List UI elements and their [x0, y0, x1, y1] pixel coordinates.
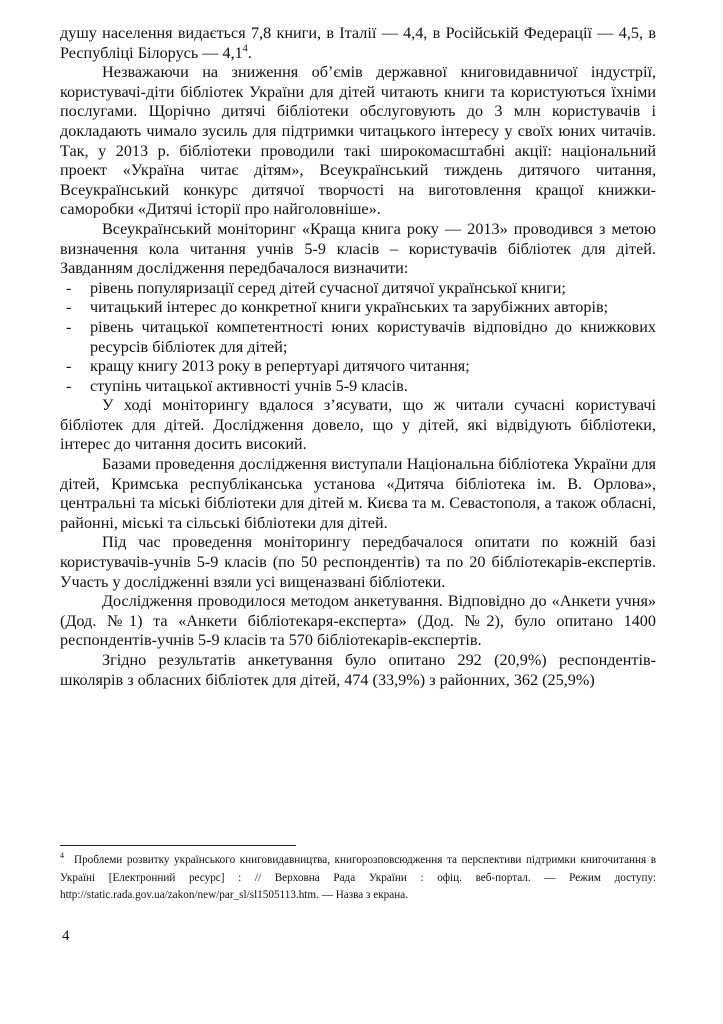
- footnote: [60, 852, 656, 905]
- list-item-text: читацький інтерес до конкретної книги українських та зарубіжних авторів;: [90, 298, 609, 317]
- list-item: [60, 318, 656, 357]
- paragraph-continuation: душу населення видається 7,8 книги, в Італії — 4,4, в Російській Федерації — 4,5, в Республіці Білорусь — $4,1^4$.: [60, 24, 656, 62]
- list-item-text: рівень читацької компетентності юних користувачів відповідно до книжкових ресурсів бібліотек для дітей;: [90, 317, 656, 356]
- page-number: 4: [62, 928, 70, 944]
- paragraph-1: Незважаючи на зниження об’ємів державної книговидавничої індустрії, користувачі-діти бібліотек України для дітей читають книги та користуються їхніми послугами. Щорічно дитячі бібліотеки обслуговують до 3 млн користувачів і докладають чимало зусиль для підтримки читацького інтересу у своїх юних читачів. Так, у 2013 р. бібліотеки проводили такі широкомасштабні акції: національний проект «Україна читає дітям», Всеукраїнський тиждень дитячого читання, Всеукраїнський конкурс дитячої творчості на виготовлення кращої книжки-саморобки «Дитячі історії про найголовніше».: [60, 63, 656, 219]
- body-text: [60, 24, 656, 690]
- paragraph-7: Згідно результатів анкетування було опитано 292 (20,9%) респондентів-школярів з обласних бібліотек для дітей, 474 (33,9%) з районних, 362 (25,9%): [60, 651, 656, 689]
- list-item: [60, 357, 656, 377]
- paragraph-6: Дослідження проводилося методом анкетування. Відповідно до «Анкети учня» (Дод. №1) та «Анкети бібліотекаря-експерта» (Дод. №2), було опитано 1400 респондентів-учнів 5-9 класів та 570 бібліотекарів-експертів.: [60, 592, 656, 650]
- list-item-text: ступінь читацької активності учнів 5-9 класів.: [90, 376, 408, 395]
- footnote-reference[interactable]: 4: [242, 43, 248, 55]
- dash-marker: -: [66, 317, 72, 336]
- dash-marker: -: [66, 298, 72, 317]
- footnote-text: Проблеми розвитку українського книговидавництва, книгорозповсюдження та перспективи підтримки книгочитання в Україні [Електронний ресурс] : // Верховна Рада України : офіц. веб-портал. — Режим доступу: http://static.rada.gov.ua/zakon/new/par_sl/sl1505113.htm. — Назва з екрана.: [60, 854, 656, 901]
- paragraph-3: У ході моніторингу вдалося з’ясувати, що ж читали сучасні користувачі бібліотек для дітей. Дослідження довело, що у дітей, які відвідують бібліотеки, інтерес до читання досить високий.: [60, 396, 656, 454]
- dash-marker: -: [66, 376, 72, 395]
- paragraph-2: Всеукраїнський моніторинг «Краща книга року — 2013» проводився з метою визначення кола читання учнів 5-9 класів – користувачів бібліотек для дітей. Завданням дослідження передбачалося визначити:: [60, 219, 656, 278]
- list-item-text: рівень популяризації серед дітей сучасної дитячої української книги;: [90, 278, 566, 297]
- paragraph-text: душу населення видається 7,8 книги, в Італії — 4,4, в Російській Федерації — 4,5, в Республіці Білорусь — 4,1: [60, 24, 656, 62]
- list-item-text: кращу книгу 2013 року в репертуарі дитячого читання;: [90, 357, 470, 376]
- dash-marker: -: [66, 357, 72, 376]
- footnote-divider: [60, 845, 296, 846]
- dash-marker: -: [66, 278, 72, 297]
- list-item: [60, 298, 656, 318]
- footnote-number: 4: [60, 851, 64, 861]
- list-item: [60, 377, 656, 397]
- paragraph-5: Під час проведення моніторингу передбачалося опитати по кожній базі користувачів-учнів 5-9 класів (по 50 респондентів) та по 20 бібліотекарів-експертів. Участь у дослідженні взяли усі вищеназвані бібліотеки.: [60, 533, 656, 591]
- paragraph-4: Базами проведення дослідження виступали Національна бібліотека України для дітей, Кримська республіканська установа «Дитяча бібліотека ім. В. Орлова», центральні та міські бібліотеки для дітей м. Києва та м. Севастополя, а також обласні, районні, міські та сільські бібліотеки для дітей.: [60, 455, 656, 532]
- objectives-list: [60, 279, 656, 397]
- list-item: [60, 279, 656, 299]
